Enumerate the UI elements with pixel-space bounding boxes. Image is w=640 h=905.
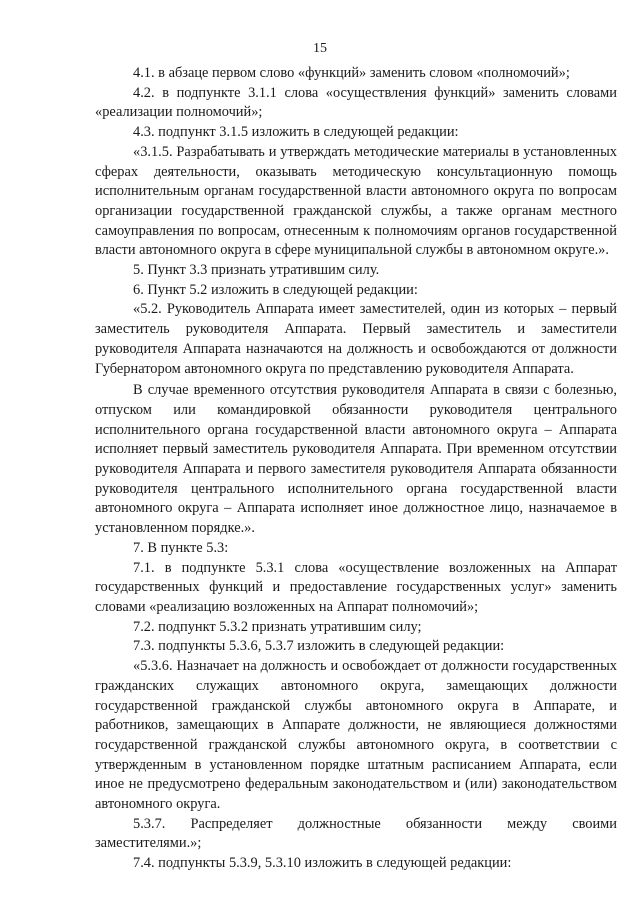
quoted-paragraph-5-2: «5.2. Руководитель Аппарата имеет заместителей, один из которых – первый заместитель руководителя Аппарата. Первый заместитель и заместители руководителя Аппарата назначаются на должность и освобождаются от должности Губернатором автономного округа по представлению руководителя Аппарата. — [95, 301, 617, 377]
paragraph-4-3: 4.3. подпункт 3.1.5 изложить в следующей редакции: — [133, 124, 459, 141]
paragraph-7-4: 7.4. подпункты 5.3.9, 5.3.10 изложить в следующей редакции: — [133, 855, 512, 872]
quoted-paragraph-3-1-5: «3.1.5. Разрабатывать и утверждать методические материалы в установленных сферах деятельности, оказывать методическую консультационную помощь исполнительным органам государственной власти автономного округа по вопросам организации государственной гражданской службы, а также органам местного самоуправления по вопросам, отнесенным к полномочиям органов государственной власти автономного округа в сфере муниципальной службы в автономном округе.». — [95, 143, 617, 259]
paragraph-4-2: 4.2. в подпункте 3.1.1 слова «осуществления функций» заменить словами «реализации полномочий»; — [95, 84, 617, 121]
paragraph-7-3: 7.3. подпункты 5.3.6, 5.3.7 изложить в следующей редакции: — [133, 638, 505, 655]
paragraph-4-1: 4.1. в абзаце первом слово «функций» заменить словом «полномочий»; — [133, 65, 570, 81]
quoted-paragraph-5-3-7: 5.3.7. Распределяет должностные обязанности между своими заместителями.»; — [95, 815, 617, 852]
document-body — [95, 64, 617, 874]
paragraph-7-1: 7.1. в подпункте 5.3.1 слова «осуществление возложенных на Аппарат государственных функций и предоставление государственных услуг» заменить словами «реализацию возложенных на Аппарат полномочий»; — [95, 559, 617, 615]
paragraph-6: 6. Пункт 5.2 изложить в следующей редакции: — [133, 281, 418, 298]
page-number: 15 — [313, 41, 327, 56]
quoted-paragraph-5-2-continued: В случае временного отсутствия руководителя Аппарата в связи с болезнью, отпуском или командировкой обязанности руководителя центрального исполнительного органа государственной власти автономного округа – Аппарата исполняет первый заместитель руководителя Аппарата. При временном отсутствии руководителя Аппарата и первого заместителя руководителя Аппарата обязанности руководителя центрального исполнительного органа государственной власти автономного округа – Аппарата исполняет иное должностное лицо, назначаемое в установленном порядке.». — [95, 382, 617, 537]
paragraph-7-2: 7.2. подпункт 5.3.2 признать утратившим силу; — [133, 618, 422, 635]
paragraph-5: 5. Пункт 3.3 признать утратившим силу. — [133, 262, 380, 279]
paragraph-7: 7. В пункте 5.3: — [133, 539, 229, 556]
quoted-paragraph-5-3-6: «5.3.6. Назначает на должность и освобождает от должности государственных гражданских служащих автономного округа, замещающих должности государственной гражданской службы автономного округа в Аппарате, и работников, замещающих в Аппарате должности, не являющиеся должностями государственной гражданской службы автономного округа, в соответствии с утвержденным в установленном порядке штатным расписанием Аппарата, если иное не предусмотрено федеральным законодательством и (или) законодательством автономного округа. — [95, 658, 617, 813]
